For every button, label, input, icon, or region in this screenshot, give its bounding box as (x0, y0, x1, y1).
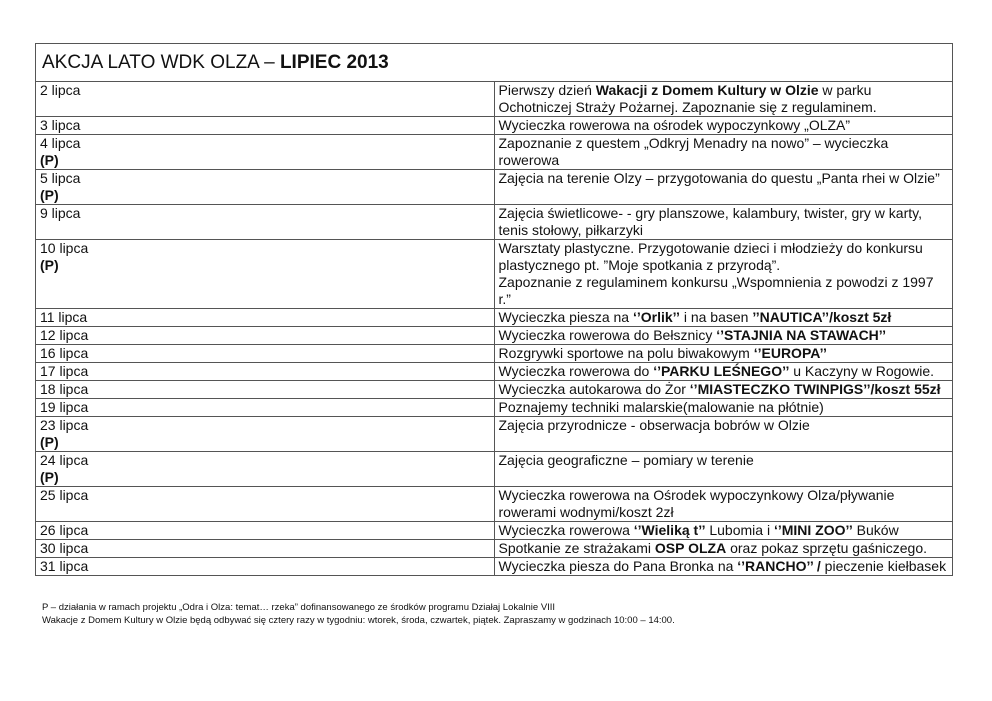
date-cell (36, 558, 495, 576)
date-label: 23 lipca (40, 417, 89, 433)
date-label: 31 lipca (40, 558, 89, 574)
activity-text: Zajęcia świetlicowe- - gry planszowe, kalambury, twister, gry w karty, tenis stołowy, piłkarzyki (498, 205, 922, 238)
activity-description (494, 240, 953, 309)
activity-highlight: OSP OLZA (654, 540, 727, 556)
date-label: 17 lipca (40, 363, 89, 379)
date-cell (36, 170, 495, 205)
activity-text: Zajęcia na terenie Olzy – przygotowania do questu „Panta rhei w Olzie” (498, 170, 940, 186)
activity-text: Warsztaty plastyczne. Przygotowanie dzieci i młodzieży do konkursu plastycznego pt. ”Moje spotkania z przyrodą”. (498, 240, 923, 273)
date-cell (36, 363, 495, 381)
title-row (36, 44, 953, 82)
date-label: 9 lipca (40, 205, 81, 221)
date-cell (36, 417, 495, 452)
activity-highlight: ‘’STAJNIA NA STAWACH’’ (716, 327, 887, 343)
date-cell (36, 309, 495, 327)
project-mark: (P) (40, 257, 59, 273)
activity-description (494, 309, 953, 327)
table-row (36, 558, 953, 576)
title-normal: AKCJA LATO WDK OLZA – (42, 52, 280, 73)
date-label: 2 lipca (40, 82, 81, 98)
activity-text: Poznajemy techniki malarskie(malowanie na płótnie) (498, 399, 824, 415)
activity-description (494, 452, 953, 487)
project-mark: (P) (40, 152, 59, 168)
activity-description (494, 522, 953, 540)
date-label: 24 lipca (40, 452, 89, 468)
activity-text: Wycieczka piesza na (498, 309, 633, 325)
date-label: 11 lipca (40, 309, 88, 325)
activity-text: Wycieczka rowerowa na ośrodek wypoczynkowy „OLZA” (498, 117, 851, 133)
activity-highlight: ‘’MIASTECZKO TWINPIGS’’/koszt 55zł (689, 381, 941, 397)
activity-description (494, 417, 953, 452)
activity-text: Wycieczka piesza do Pana Bronka na (498, 558, 738, 574)
activity-description (494, 135, 953, 170)
table-row (36, 487, 953, 522)
table-row (36, 381, 953, 399)
date-label: 26 lipca (40, 522, 89, 538)
activity-text: Wycieczka rowerowa na Ośrodek wypoczynkowy Olza/pływanie rowerami wodnymi/koszt 2zł (498, 487, 895, 520)
activity-text: Wycieczka rowerowa (498, 522, 634, 538)
activity-description (494, 170, 953, 205)
activity-text: w parku Ochotniczej Straży Pożarnej. Zapoznanie się z regulaminem. (498, 82, 877, 115)
table-row (36, 399, 953, 417)
activity-text: oraz pokaz sprzętu gaśniczego. (726, 540, 927, 556)
table-row (36, 363, 953, 381)
project-mark: (P) (40, 434, 59, 450)
activity-text: Buków (852, 522, 899, 538)
date-label: 3 lipca (40, 117, 81, 133)
date-cell (36, 399, 495, 417)
date-label: 12 lipca (40, 327, 89, 343)
activity-text: Zapoznanie z questem „Odkryj Menadry na nowo” – wycieczka rowerowa (498, 135, 889, 168)
activity-description (494, 558, 953, 576)
date-cell (36, 522, 495, 540)
table-row (36, 417, 953, 452)
date-label: 19 lipca (40, 399, 89, 415)
date-label: 25 lipca (40, 487, 89, 503)
footnotes (42, 601, 675, 627)
activity-highlight: ‘’PARKU LEŚNEGO’’ (653, 363, 790, 379)
table-row (36, 309, 953, 327)
date-cell (36, 117, 495, 135)
activity-text: Spotkanie ze strażakami (498, 540, 655, 556)
footnote-schedule: Wakacje z Domem Kultury w Olzie będą odbywać się cztery razy w tygodniu: wtorek, środa, czwartek, piątek. Zapraszamy w godzinach 10:00 – 14:00. (42, 615, 675, 626)
activity-text: Rozgrywki sportowe na polu biwakowym (498, 345, 754, 361)
activity-highlight: ‘’EUROPA’’ (753, 345, 827, 361)
table-row (36, 82, 953, 117)
activity-highlight: ‘’RANCHO’’ / (737, 558, 821, 574)
table-row (36, 452, 953, 487)
activity-text: Wycieczka autokarowa do Żor (498, 381, 690, 397)
date-label: 10 lipca (40, 240, 89, 256)
table-row (36, 170, 953, 205)
title-bold: LIPIEC 2013 (279, 52, 389, 73)
page-title (36, 44, 953, 82)
activity-text: Zajęcia przyrodnicze - obserwacja bobrów w Olzie (498, 417, 810, 433)
activity-description (494, 117, 953, 135)
activity-description (494, 363, 953, 381)
activity-text: u Kaczyny w Rogowie. (789, 363, 935, 379)
activity-text: Wycieczka rowerowa do Bełsznicy (498, 327, 717, 343)
date-cell (36, 82, 495, 117)
activity-text: i na basen (679, 309, 753, 325)
date-label: 16 lipca (40, 345, 89, 361)
table-row (36, 135, 953, 170)
date-cell (36, 381, 495, 399)
project-mark: (P) (40, 469, 59, 485)
activity-description (494, 399, 953, 417)
activity-highlight: ’’NAUTICA’’/koszt 5zł (752, 309, 892, 325)
table-row (36, 345, 953, 363)
date-label: 4 lipca (40, 135, 81, 151)
activity-description (494, 381, 953, 399)
activity-highlight: ‘’Wieliką t’’ (633, 522, 706, 538)
table-row (36, 205, 953, 240)
table-row (36, 522, 953, 540)
activity-text: Pierwszy dzień (498, 82, 596, 98)
activity-text: pieczenie kiełbasek (820, 558, 947, 574)
activity-description (494, 327, 953, 345)
date-cell (36, 327, 495, 345)
date-label: 18 lipca (40, 381, 89, 397)
activity-text: Zajęcia geograficzne – pomiary w terenie (498, 452, 754, 468)
activity-description (494, 487, 953, 522)
activity-highlight: ‘’MINI ZOO’’ (773, 522, 853, 538)
activity-highlight: ‘’Orlik’’ (632, 309, 680, 325)
activity-text: Wycieczka rowerowa do (498, 363, 654, 379)
schedule-table (35, 43, 953, 576)
table-row (36, 240, 953, 309)
date-cell (36, 135, 495, 170)
activity-description (494, 540, 953, 558)
date-cell (36, 205, 495, 240)
project-mark: (P) (40, 187, 59, 203)
activity-description (494, 345, 953, 363)
activity-description (494, 205, 953, 240)
date-cell (36, 487, 495, 522)
date-cell (36, 452, 495, 487)
activity-highlight: Wakacji z Domem Kultury w Olzie (595, 82, 819, 98)
footnote-project: P – działania w ramach projektu „Odra i Olza: temat… rzeka” dofinansowanego ze środków programu Działaj Lokalnie VIII (42, 602, 556, 613)
table-row (36, 117, 953, 135)
date-label: 30 lipca (40, 540, 89, 556)
activity-description (494, 82, 953, 117)
date-label: 5 lipca (40, 170, 81, 186)
activity-text: Lubomia i (705, 522, 774, 538)
date-cell (36, 345, 495, 363)
table-row (36, 327, 953, 345)
date-cell (36, 540, 495, 558)
table-row (36, 540, 953, 558)
activity-text: Zapoznanie z regulaminem konkursu „Wspomnienia z powodzi z 1997 r.” (498, 274, 934, 307)
date-cell (36, 240, 495, 309)
